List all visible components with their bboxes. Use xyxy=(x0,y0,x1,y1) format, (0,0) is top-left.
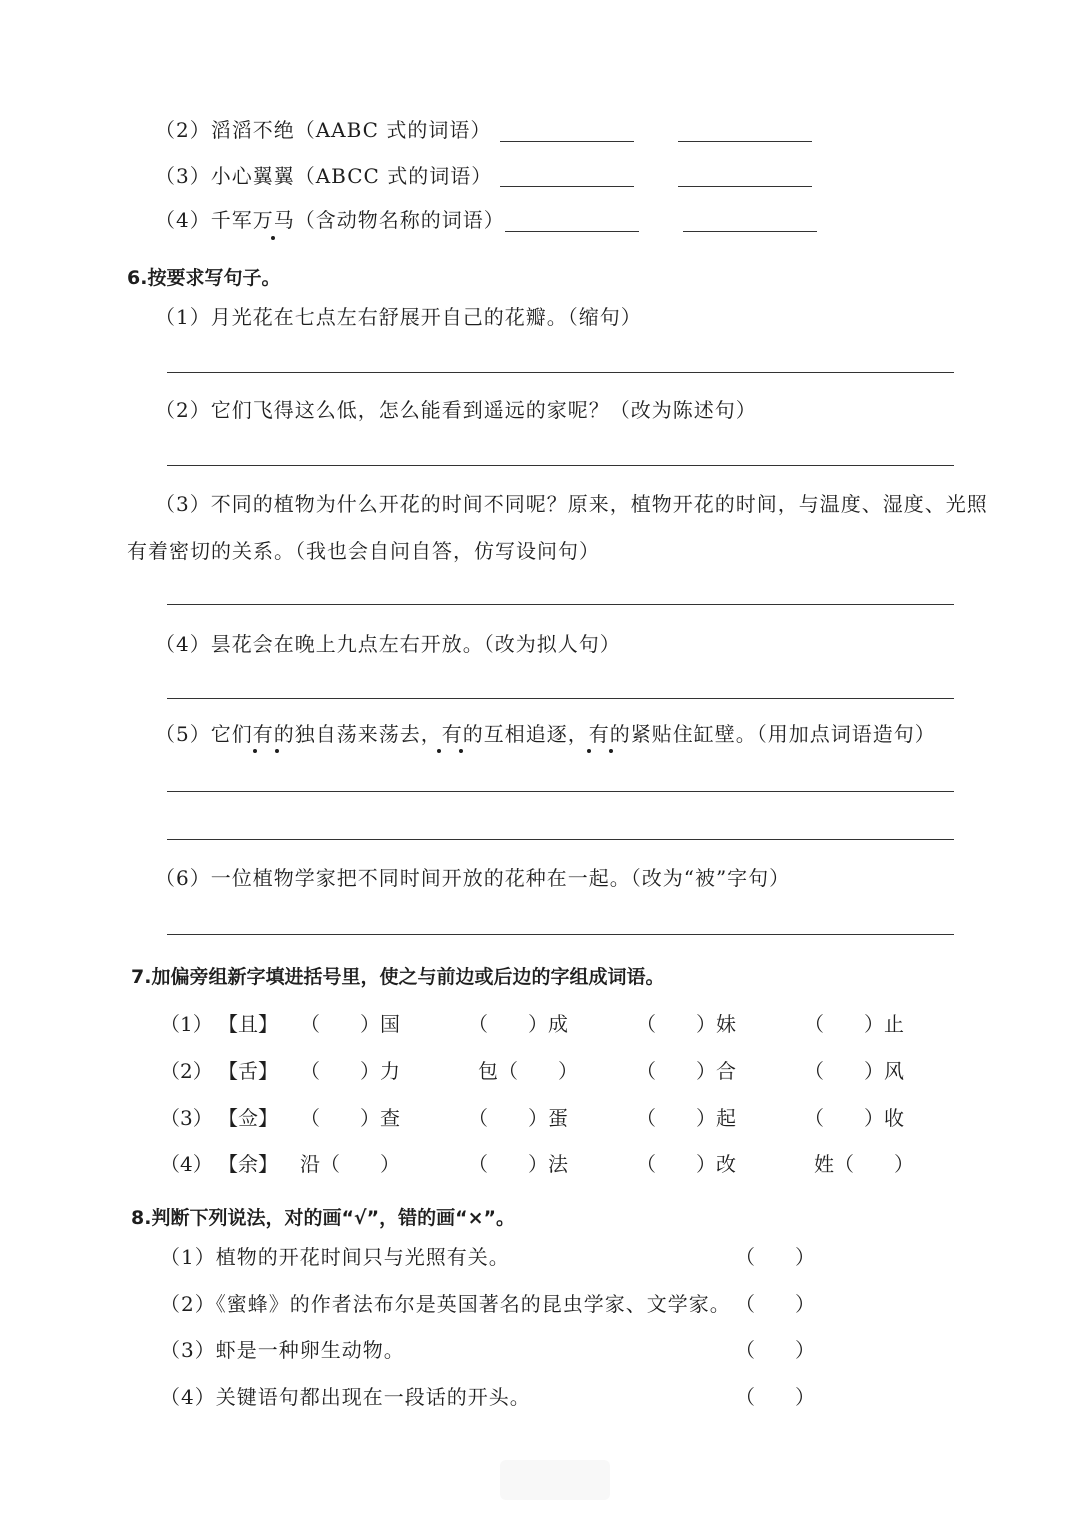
radical-row xyxy=(0,1057,1080,1085)
emphasis-dot xyxy=(609,749,613,753)
row-number: （1） xyxy=(160,1012,213,1036)
fill-cell[interactable]: （ ）止 xyxy=(804,1012,904,1036)
row-number: （3） xyxy=(160,1106,213,1130)
fill-cell[interactable]: 姓（ ） xyxy=(814,1152,914,1176)
fill-cell[interactable]: （ ）成 xyxy=(468,1012,568,1036)
judge-paren[interactable]: （ ） xyxy=(735,1292,815,1316)
fill-cell[interactable]: （ ）改 xyxy=(636,1152,736,1176)
q8-item-2: （2）《蜜蜂》的作者法布尔是英国著名的昆虫学家、文学家。 xyxy=(160,1292,731,1316)
row-number: （4） xyxy=(160,1152,213,1176)
judge-paren[interactable]: （ ） xyxy=(735,1338,815,1362)
fill-cell[interactable]: （ ）法 xyxy=(468,1152,568,1176)
fill-cell[interactable]: （ ）起 xyxy=(636,1106,736,1130)
q8-item-1: （1）植物的开花时间只与光照有关。 xyxy=(160,1245,510,1269)
faint-watermark xyxy=(500,1460,610,1500)
radical-row xyxy=(0,1104,1080,1132)
fill-cell[interactable]: （ ）妹 xyxy=(636,1012,736,1036)
answer-blank[interactable] xyxy=(505,231,639,232)
section-6-heading: 6.按要求写句子。 xyxy=(127,267,281,289)
fill-cell[interactable]: （ ）蛋 xyxy=(468,1106,568,1130)
answer-blank[interactable] xyxy=(678,186,812,187)
radical-key: 【佥】 xyxy=(218,1106,278,1130)
emphasis-dot xyxy=(587,749,591,753)
q6-item-2: （2）它们飞得这么低，怎么能看到遥远的家呢？（改为陈述句） xyxy=(155,398,757,422)
q8-item-3: （3）虾是一种卵生动物。 xyxy=(160,1338,405,1362)
answer-line[interactable] xyxy=(167,839,954,840)
radical-row xyxy=(0,1150,1080,1178)
emphasis-dot xyxy=(253,749,257,753)
emphasis-dot xyxy=(459,749,463,753)
q8-item-4: （4）关键语句都出现在一段话的开头。 xyxy=(160,1385,531,1409)
emphasis-dot xyxy=(271,236,275,240)
q5-item-2: （2）滔滔不绝（AABC 式的词语） xyxy=(155,118,492,142)
answer-line[interactable] xyxy=(167,791,954,792)
answer-blank[interactable] xyxy=(500,186,634,187)
answer-line[interactable] xyxy=(167,465,954,466)
row-number: （2） xyxy=(160,1059,213,1083)
q6-item-6: （6）一位植物学家把不同时间开放的花种在一起。（改为“被”字句） xyxy=(155,866,791,890)
q6-item-1: （1）月光花在七点左右舒展开自己的花瓣。（缩句） xyxy=(155,305,642,329)
q5-item-4: （4）千军万马（含动物名称的词语） xyxy=(155,208,505,232)
answer-blank[interactable] xyxy=(678,141,812,142)
fill-cell[interactable]: （ ）风 xyxy=(804,1059,904,1083)
radical-key: 【且】 xyxy=(218,1012,278,1036)
fill-cell[interactable]: 包（ ） xyxy=(478,1059,578,1083)
emphasis-dot xyxy=(437,749,441,753)
q5-item-3: （3）小心翼翼（ABCC 式的词语） xyxy=(155,164,493,188)
q6-item-4: （4）昙花会在晚上九点左右开放。（改为拟人句） xyxy=(155,632,621,656)
emphasis-dot xyxy=(275,749,279,753)
answer-blank[interactable] xyxy=(500,141,634,142)
answer-line[interactable] xyxy=(167,698,954,699)
section-8-heading: 8.判断下列说法，对的画“√”，错的画“×”。 xyxy=(131,1207,515,1229)
answer-line[interactable] xyxy=(167,372,954,373)
q6-item-5: （5）它们有的独自荡来荡去，有的互相追逐，有的紧贴住缸壁。（用加点词语造句） xyxy=(155,722,936,746)
fill-cell[interactable]: （ ）力 xyxy=(300,1059,400,1083)
radical-row xyxy=(0,1010,1080,1038)
fill-cell[interactable]: （ ）合 xyxy=(636,1059,736,1083)
answer-line[interactable] xyxy=(167,934,954,935)
fill-cell[interactable]: （ ）查 xyxy=(300,1106,400,1130)
q6-item-3-continued: 有着密切的关系。（我也会自问自答，仿写设问句） xyxy=(127,539,600,563)
judge-paren[interactable]: （ ） xyxy=(735,1385,815,1409)
fill-cell[interactable]: 沿（ ） xyxy=(300,1152,400,1176)
fill-cell[interactable]: （ ）收 xyxy=(804,1106,904,1130)
section-7-heading: 7.加偏旁组新字填进括号里，使之与前边或后边的字组成词语。 xyxy=(131,966,665,988)
answer-line[interactable] xyxy=(167,604,954,605)
fill-cell[interactable]: （ ）国 xyxy=(300,1012,400,1036)
answer-blank[interactable] xyxy=(683,231,817,232)
radical-key: 【舌】 xyxy=(218,1059,278,1083)
q6-item-3: （3）不同的植物为什么开花的时间不同呢？原来，植物开花的时间，与温度、湿度、光照 xyxy=(155,492,988,516)
judge-paren[interactable]: （ ） xyxy=(735,1245,815,1269)
radical-key: 【余】 xyxy=(218,1152,278,1176)
